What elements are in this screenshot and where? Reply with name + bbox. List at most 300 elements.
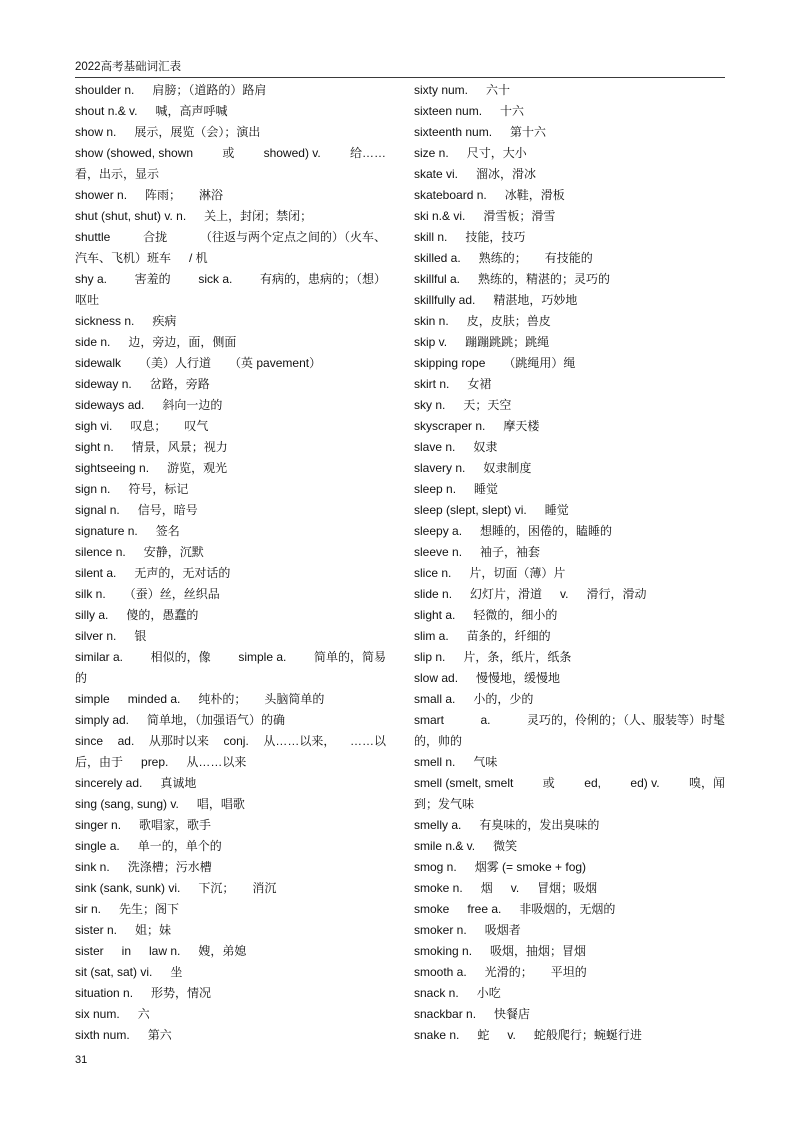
entry-line — [414, 1025, 725, 1046]
vocab-entry — [414, 227, 725, 248]
headword: smoker n. — [414, 923, 467, 938]
entry-line — [75, 521, 386, 542]
vocab-entry — [75, 416, 386, 437]
vocab-entry — [75, 794, 386, 815]
vocab-entry — [414, 185, 725, 206]
vocab-entry — [414, 920, 725, 941]
entry-text: 奴隶 — [473, 439, 498, 454]
entry-text: 小吃 — [476, 986, 501, 1001]
entry-text: 符号，标记 — [128, 481, 189, 496]
vocab-entry — [414, 374, 725, 395]
entry-text: （英 pavement） — [229, 355, 322, 370]
headword: smoking n. — [414, 944, 473, 959]
entry-text: conj. — [223, 733, 249, 748]
entry-text: 淋浴 — [199, 187, 224, 202]
headword: slice n. — [414, 565, 452, 580]
entry-line — [75, 332, 386, 353]
entry-line — [75, 80, 386, 101]
headword: singer n. — [75, 818, 122, 833]
vocab-entry — [414, 1025, 725, 1046]
entry-text: 单一的，单个的 — [137, 839, 222, 854]
headword: smelly a. — [414, 818, 462, 833]
entry-line — [75, 626, 386, 647]
entry-line — [414, 962, 725, 983]
headword: slim a. — [414, 628, 449, 643]
headword: sideways ad. — [75, 397, 145, 412]
entry-text: 蛇 — [477, 1028, 490, 1043]
vocab-entry — [414, 521, 725, 542]
headword: smog n. — [414, 860, 457, 875]
entry-text: 皮，皮肤；兽皮 — [466, 313, 551, 328]
entry-line — [75, 542, 386, 563]
entry-line — [75, 920, 386, 941]
entry-line — [75, 584, 386, 605]
entry-line — [75, 836, 386, 857]
entry-line — [414, 269, 725, 290]
entry-line — [75, 185, 386, 206]
vocab-entry — [414, 353, 725, 374]
entry-line — [75, 857, 386, 878]
vocab-entry — [414, 773, 725, 815]
entry-text: 蛇般爬行；蜿蜒行进 — [533, 1028, 642, 1043]
vocab-entry — [75, 647, 386, 689]
vocab-entry — [414, 101, 725, 122]
entry-line — [75, 500, 386, 521]
headword: small a. — [414, 691, 456, 706]
headword: six num. — [75, 1007, 120, 1022]
vocab-entry — [414, 80, 725, 101]
vocab-entry — [414, 815, 725, 836]
entry-line — [414, 290, 725, 311]
entry-line — [75, 479, 386, 500]
vocab-entry — [414, 668, 725, 689]
entry-text: 尺寸，大小 — [466, 145, 527, 160]
entry-text: 第六 — [147, 1028, 172, 1043]
entry-line — [414, 710, 725, 731]
entry-text: 苗条的，纤细的 — [466, 628, 551, 643]
entry-text: 慢慢地，缓慢地 — [476, 670, 561, 685]
entry-text: 或 — [542, 776, 555, 791]
vocab-entry — [414, 269, 725, 290]
entry-text: 消沉 — [252, 881, 277, 896]
entry-text: 摩天楼 — [503, 418, 540, 433]
entry-text: 下沉； — [198, 881, 235, 896]
entry-line — [414, 857, 725, 878]
headword: slight a. — [414, 607, 456, 622]
entry-line — [75, 143, 386, 164]
entry-text: 后，由于 — [75, 755, 124, 769]
vocab-entry — [414, 584, 725, 605]
headword: silk n. — [75, 586, 106, 601]
entry-line — [75, 269, 386, 290]
headword: skillfully ad. — [414, 292, 476, 307]
entry-line — [75, 983, 386, 1004]
headword: sixteen num. — [414, 103, 483, 118]
page-number: 31 — [75, 1054, 88, 1066]
entry-text: 简单的，简易 — [313, 649, 386, 664]
entry-line — [414, 1004, 725, 1025]
entry-text: 疾病 — [152, 313, 177, 328]
entry-text: 吸烟，抽烟；冒烟 — [490, 944, 587, 959]
entry-text: （美）人行道 — [139, 355, 212, 370]
vocab-entry — [75, 773, 386, 794]
entry-line — [414, 941, 725, 962]
vocab-entry — [75, 185, 386, 206]
headword: sink (sank, sunk) vi. — [75, 881, 181, 896]
entry-line — [414, 899, 725, 920]
entry-line — [75, 689, 386, 710]
vocab-entry — [414, 563, 725, 584]
entry-line — [75, 878, 386, 899]
entry-text: （往返与两个定点之间的）（火车、 — [199, 229, 386, 244]
vocab-entry — [75, 584, 386, 605]
entry-line — [414, 101, 725, 122]
headword: sleepy a. — [414, 523, 463, 538]
entry-text: 安静，沉默 — [143, 544, 204, 559]
headword: side n. — [75, 334, 111, 349]
vocab-entry — [414, 878, 725, 899]
vocab-entry — [75, 206, 386, 227]
headword: sleep n. — [414, 481, 457, 496]
entry-text: 冰鞋，滑板 — [504, 187, 565, 202]
vocab-entry — [75, 458, 386, 479]
entry-line — [75, 1025, 386, 1046]
running-header: 2022高考基础词汇表 — [75, 61, 182, 73]
vocab-entry — [75, 731, 386, 773]
entry-text: 叹气 — [184, 418, 209, 433]
entry-text: ……以 — [349, 733, 386, 748]
entry-text: 烟雾 (= smoke + fog) — [474, 860, 587, 875]
entry-line — [414, 311, 725, 332]
entry-text: 游览，观光 — [167, 460, 228, 475]
entry-line — [75, 815, 386, 836]
entry-text: 洗涤槽；污水槽 — [127, 860, 212, 875]
headword: silly a. — [75, 607, 109, 622]
vocab-entry — [75, 1025, 386, 1046]
entry-line — [75, 164, 386, 185]
entry-text: 气味 — [473, 755, 498, 769]
entry-text: 坐 — [170, 965, 183, 980]
entry-text: 冒烟；吸烟 — [537, 881, 598, 896]
entry-text: （跳绳用）绳 — [503, 355, 576, 370]
entry-text: 先生；阁下 — [119, 902, 180, 917]
headword: shout n.& v. — [75, 103, 138, 118]
entry-line — [414, 143, 725, 164]
entry-text: 关上，封闭；禁闭； — [204, 208, 313, 223]
header-rule — [75, 77, 725, 78]
headword: skate vi. — [414, 166, 459, 181]
entry-text: 头脑简单的 — [264, 691, 325, 706]
headword: situation n. — [75, 986, 134, 1001]
entry-text: 从那时以来 — [148, 733, 209, 748]
entry-line — [75, 899, 386, 920]
entry-text: 微笑 — [493, 839, 518, 854]
vocab-entry — [75, 227, 386, 269]
entry-text: 或 — [222, 145, 235, 160]
entry-text: 非吸烟的，无烟的 — [519, 902, 616, 917]
entry-text: 熟练的，精湛的；灵巧的 — [478, 271, 611, 286]
vocab-entry — [75, 101, 386, 122]
headword: skillful a. — [414, 271, 461, 286]
entry-text: 从……以来 — [186, 755, 247, 769]
vocab-entry — [414, 752, 725, 773]
vocab-entry — [414, 332, 725, 353]
headword: simple — [75, 691, 110, 706]
entry-text: 岔路，旁路 — [149, 376, 210, 391]
vocab-entry — [75, 332, 386, 353]
entry-text: 简单地，（加强语气）的确 — [147, 712, 286, 727]
entry-line — [75, 1004, 386, 1025]
entry-line — [75, 563, 386, 584]
entry-line — [414, 689, 725, 710]
entry-text: 轻微的，细小的 — [473, 607, 558, 622]
headword: sister n. — [75, 923, 118, 938]
entry-text: law n. — [149, 944, 181, 959]
entry-line — [75, 710, 386, 731]
headword: sincerely ad. — [75, 776, 143, 791]
vocab-entry — [414, 710, 725, 752]
entry-text: 有技能的 — [544, 250, 593, 265]
entry-text: 从……以来， — [263, 733, 336, 748]
entry-text: 片，条，纸片，纸条 — [463, 649, 572, 664]
vocab-entry — [414, 479, 725, 500]
column-left — [75, 80, 386, 1047]
entry-text: 熟练的； — [478, 250, 527, 265]
entry-text: 嗅，闻 — [688, 776, 725, 791]
entry-line — [75, 416, 386, 437]
entry-line — [414, 542, 725, 563]
entry-line — [75, 794, 386, 815]
headword: smoke n. — [414, 881, 463, 896]
headword: slow ad. — [414, 670, 459, 685]
entry-line — [75, 647, 386, 668]
headword: slide n. — [414, 586, 453, 601]
entry-text: 睡觉 — [474, 481, 499, 496]
column-right — [414, 80, 725, 1047]
entry-line — [414, 563, 725, 584]
entry-text: 签名 — [155, 523, 180, 538]
entry-line — [414, 920, 725, 941]
entry-text: simple a. — [238, 649, 287, 664]
headword: show (showed, shown — [75, 145, 194, 160]
entry-text: 平坦的 — [550, 965, 587, 980]
headword: sing (sang, sung) v. — [75, 797, 179, 812]
entry-text: 第十六 — [510, 124, 547, 139]
entry-line — [75, 206, 386, 227]
entry-line — [414, 437, 725, 458]
headword: sixty num. — [414, 82, 469, 97]
entry-text: 边，旁边，面，侧面 — [128, 334, 237, 349]
vocab-entry — [414, 290, 725, 311]
entry-line — [75, 668, 386, 689]
entry-line — [414, 584, 725, 605]
vocab-entry — [414, 311, 725, 332]
entry-line — [414, 374, 725, 395]
vocab-entry — [75, 857, 386, 878]
entry-line — [414, 227, 725, 248]
vocab-entry — [75, 983, 386, 1004]
entry-line — [414, 458, 725, 479]
entry-text: free a. — [467, 902, 502, 917]
headword: sink n. — [75, 860, 110, 875]
entry-line — [75, 374, 386, 395]
headword: smile n.& v. — [414, 839, 476, 854]
entry-line — [414, 752, 725, 773]
entry-line — [414, 647, 725, 668]
entry-line — [75, 458, 386, 479]
headword: silent a. — [75, 565, 117, 580]
vocab-entry — [414, 626, 725, 647]
entry-line — [414, 206, 725, 227]
vocab-entry — [75, 479, 386, 500]
vocab-entry — [75, 143, 386, 185]
entry-text: 滑行，滑动 — [586, 586, 647, 601]
vocab-entry — [414, 248, 725, 269]
headword: smooth a. — [414, 965, 467, 980]
headword: sixteenth num. — [414, 124, 493, 139]
entry-text: ad. — [117, 733, 135, 748]
headword: sixth num. — [75, 1028, 130, 1043]
vocab-entry — [414, 164, 725, 185]
headword: single a. — [75, 839, 120, 854]
vocab-entry — [414, 458, 725, 479]
headword: skill n. — [414, 229, 448, 244]
entry-text: 相似的，像 — [150, 649, 211, 664]
vocab-entry — [75, 605, 386, 626]
headword: since — [75, 733, 104, 748]
headword: snack n. — [414, 986, 459, 1001]
entry-text: v. — [507, 1028, 516, 1043]
entry-text: v. — [560, 586, 569, 601]
entry-line — [75, 353, 386, 374]
entry-text: 叹息； — [130, 418, 167, 433]
entry-text: minded a. — [127, 691, 181, 706]
headword: shuttle — [75, 229, 111, 244]
vocab-entry — [75, 269, 386, 311]
entry-text: 合拢 — [143, 229, 168, 244]
vocab-entry — [75, 353, 386, 374]
entry-line — [75, 605, 386, 626]
headword: skipping rope — [414, 355, 486, 370]
vocab-entry — [75, 815, 386, 836]
headword: sideway n. — [75, 376, 132, 391]
headword: skip v. — [414, 334, 448, 349]
entry-text: 光滑的； — [484, 965, 533, 980]
vocab-entry — [75, 962, 386, 983]
headword: smoke — [414, 902, 450, 917]
entry-line — [414, 332, 725, 353]
vocab-entry — [75, 542, 386, 563]
entry-text: 吸烟者 — [484, 923, 521, 938]
vocab-entry — [75, 1004, 386, 1025]
vocab-entry — [75, 626, 386, 647]
entry-line — [414, 983, 725, 1004]
entry-text: 呕吐 — [75, 292, 100, 307]
vocab-entry — [414, 857, 725, 878]
entry-text: 唱，唱歌 — [196, 797, 245, 812]
headword: skin n. — [414, 313, 449, 328]
vocab-entry — [414, 899, 725, 920]
headword: snackbar n. — [414, 1007, 477, 1022]
entry-line — [414, 479, 725, 500]
headword: sightseeing n. — [75, 460, 150, 475]
entry-line — [414, 122, 725, 143]
entry-line — [414, 626, 725, 647]
entry-line — [414, 605, 725, 626]
entry-text: a. — [480, 712, 491, 727]
entry-text: （蚕）丝，丝织品 — [123, 586, 220, 601]
headword: smell n. — [414, 755, 456, 769]
headword: sir n. — [75, 902, 102, 917]
entry-line — [414, 395, 725, 416]
vocab-entry — [414, 836, 725, 857]
headword: silence n. — [75, 544, 126, 559]
entry-text: 技能，技巧 — [465, 229, 526, 244]
headword: skateboard n. — [414, 187, 487, 202]
entry-text: 害羞的 — [134, 271, 171, 286]
headword: size n. — [414, 145, 449, 160]
entry-text: in — [121, 944, 132, 959]
entry-text: 十六 — [500, 103, 525, 118]
vocab-entry — [75, 80, 386, 101]
headword: sickness n. — [75, 313, 135, 328]
entry-line — [75, 227, 386, 248]
headword: sigh vi. — [75, 418, 113, 433]
entry-text: 烟 — [480, 881, 493, 896]
entry-text: 想睡的，困倦的，瞌睡的 — [480, 523, 613, 538]
entry-text: 小的，少的 — [473, 691, 534, 706]
entry-text: 姐；妹 — [135, 923, 172, 938]
vocab-entry — [414, 122, 725, 143]
vocab-entry — [414, 395, 725, 416]
vocab-entry — [75, 437, 386, 458]
vocab-entry — [75, 563, 386, 584]
entry-text: 奴隶制度 — [483, 460, 532, 475]
entry-line — [414, 185, 725, 206]
vocab-entry — [75, 311, 386, 332]
headword: similar a. — [75, 649, 124, 664]
headword: shower n. — [75, 187, 128, 202]
headword: slavery n. — [414, 460, 466, 475]
entry-text: 女裙 — [467, 376, 492, 391]
entry-text: 天；天空 — [463, 397, 512, 412]
entry-text: 幻灯片，滑道 — [470, 586, 543, 601]
vocab-entry — [75, 899, 386, 920]
entry-line — [75, 962, 386, 983]
vocab-entry — [75, 878, 386, 899]
vocab-entry — [414, 416, 725, 437]
vocab-entry — [414, 689, 725, 710]
entry-line — [75, 941, 386, 962]
headword: sidewalk — [75, 355, 122, 370]
entry-text: 六 — [137, 1007, 150, 1022]
headword: snake n. — [414, 1028, 460, 1043]
vocab-entry — [414, 941, 725, 962]
entry-text: 银 — [134, 628, 147, 643]
entry-text: v. — [510, 881, 520, 896]
vocab-entry — [75, 395, 386, 416]
entry-text: prep. — [141, 755, 169, 769]
entry-line — [414, 668, 725, 689]
vocab-entry — [75, 521, 386, 542]
headword: silver n. — [75, 628, 117, 643]
headword: smart — [414, 712, 444, 727]
vocab-entry — [414, 647, 725, 668]
vocab-entry — [75, 500, 386, 521]
entry-text: 肩膀；（道路的）路肩 — [152, 82, 267, 97]
headword: simply ad. — [75, 712, 130, 727]
entry-line — [75, 437, 386, 458]
